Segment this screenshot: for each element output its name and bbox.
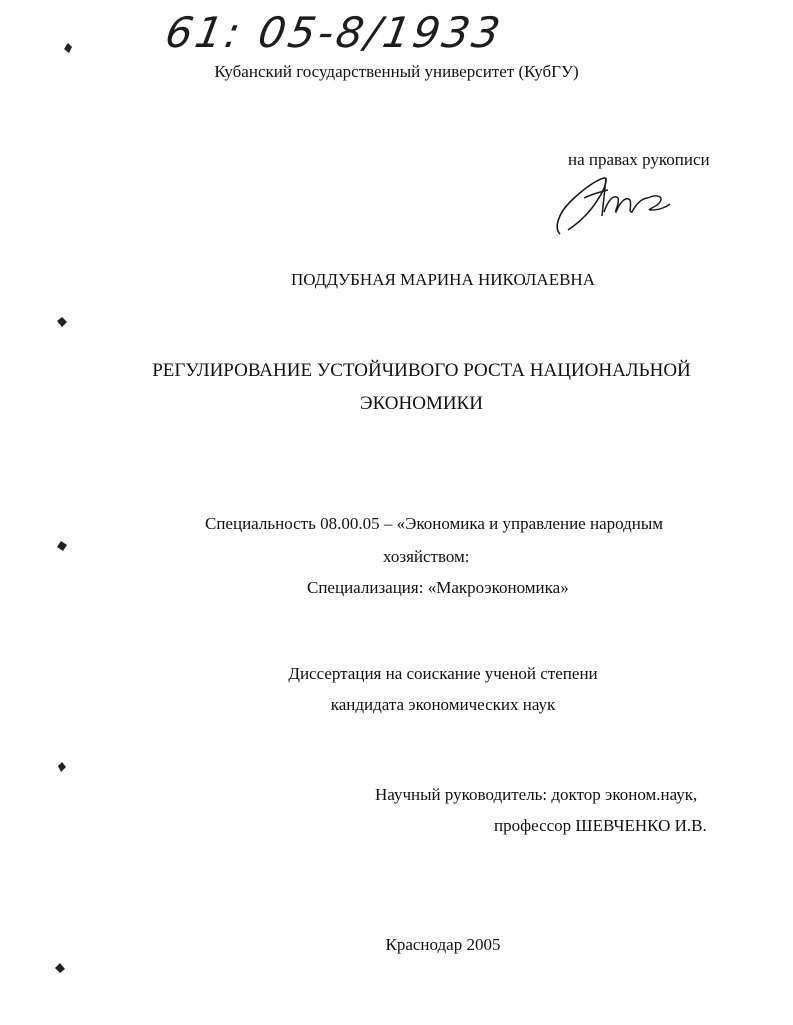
- author-name: ПОДДУБНАЯ МАРИНА НИКОЛАЕВНА: [291, 270, 595, 289]
- margin-mark-1: [62, 42, 74, 54]
- margin-mark-3: [56, 540, 68, 552]
- degree-line-2: кандидата экономических наук: [330, 695, 556, 714]
- margin-mark-5: [54, 962, 66, 974]
- margin-mark-2: [56, 316, 68, 328]
- specialty-line-1: Специальность 08.00.05 – «Экономика и управление народным: [205, 514, 664, 533]
- dissertation-title-line-1: РЕГУЛИРОВАНИЕ УСТОЙЧИВОГО РОСТА НАЦИОНАЛЬНОЙ: [152, 360, 691, 381]
- supervisor-line-2: профессор ШЕВЧЕНКО И.В.: [494, 816, 707, 835]
- dissertation-title-line-2: ЭКОНОМИКИ: [360, 393, 483, 414]
- university-name: Кубанский государственный университет (КубГУ): [214, 62, 579, 81]
- supervisor-line-1: Научный руководитель: доктор эконом.наук,: [375, 785, 698, 804]
- specialization: Специализация: «Макроэкономика»: [307, 578, 569, 597]
- specialty-line-2: хозяйством:: [383, 547, 470, 566]
- archive-number: 61: 05-8/1933: [161, 8, 507, 57]
- city-year: Краснодар 2005: [385, 935, 501, 954]
- signature: [548, 168, 678, 240]
- manuscript-note: на правах рукописи: [568, 150, 710, 169]
- margin-mark-4: [56, 761, 68, 773]
- degree-line-1: Диссертация на соискание ученой степени: [288, 664, 598, 683]
